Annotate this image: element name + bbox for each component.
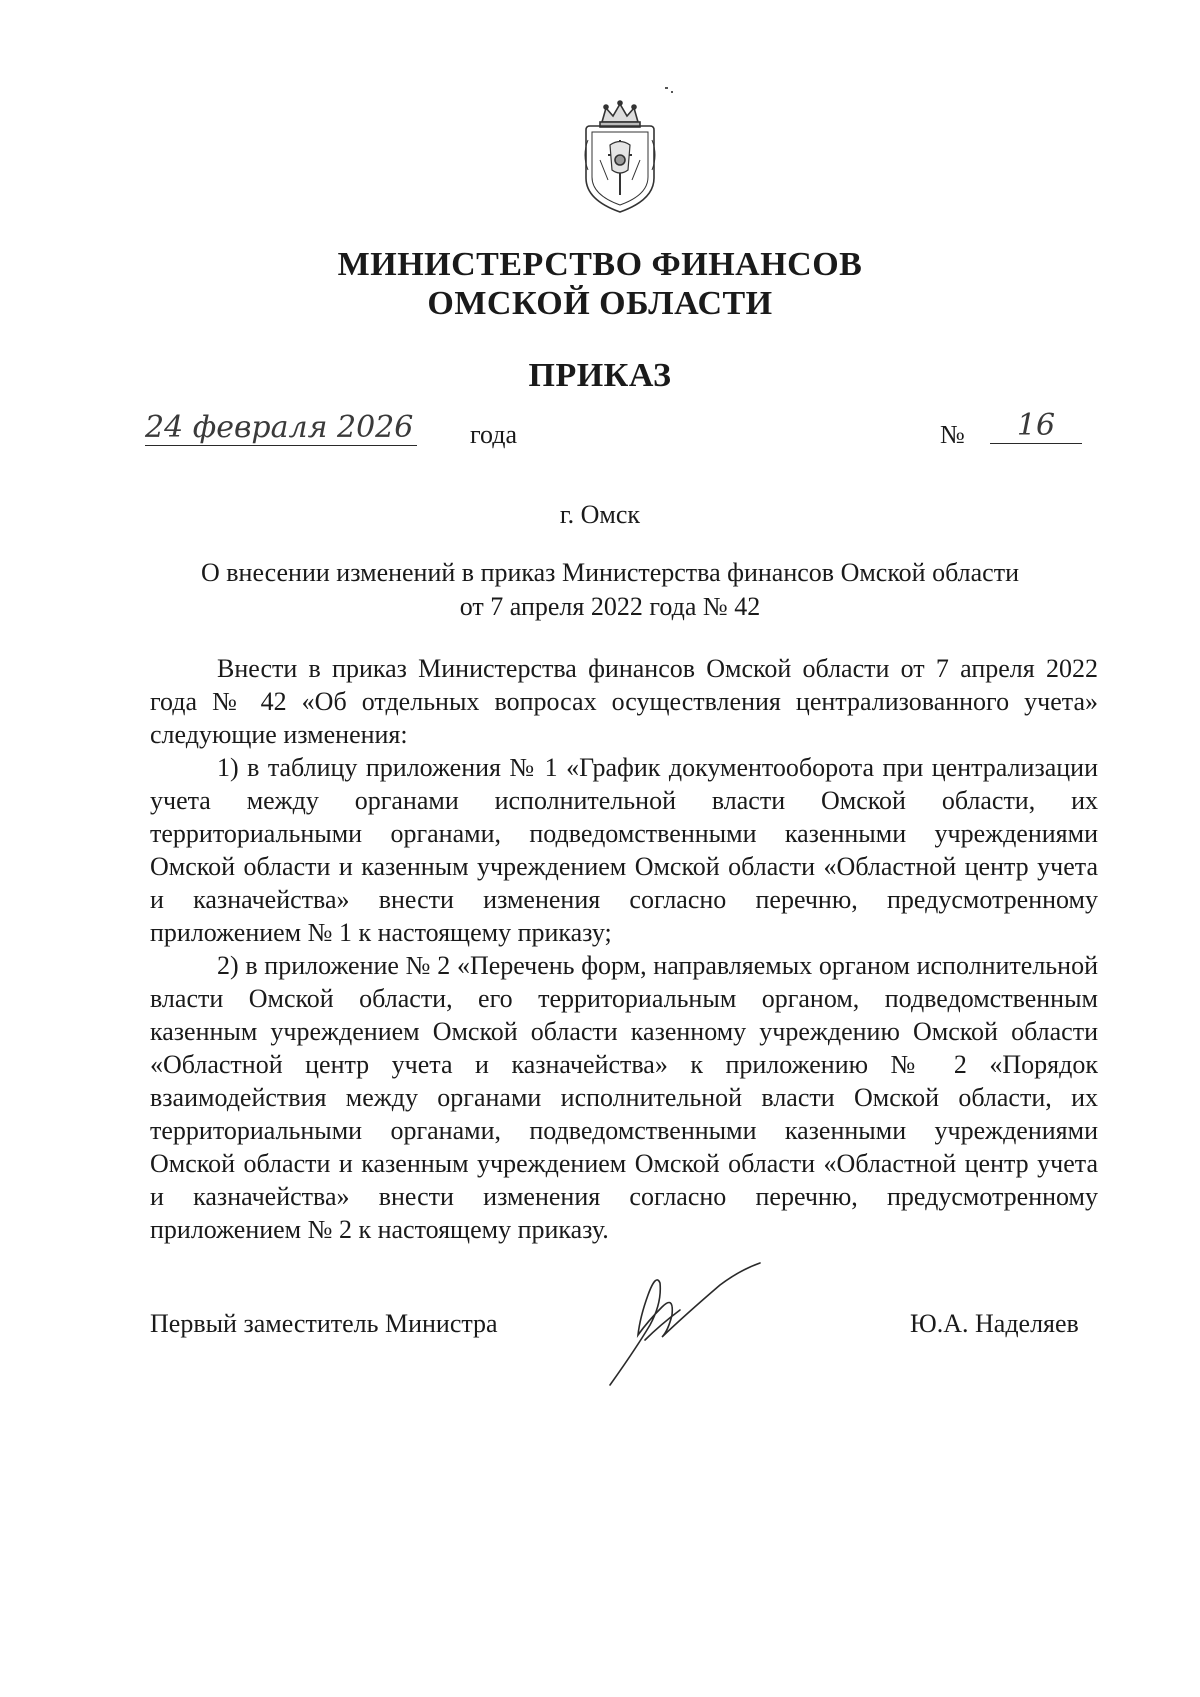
city: г. Омск <box>559 500 641 529</box>
document-type: ПРИКАЗ <box>528 357 672 394</box>
subject-line2: от 7 апреля 2022 года № 42 <box>459 592 761 621</box>
subject-line1: О внесении изменений в приказ Министерства финансов Омской области <box>201 558 1019 587</box>
handwritten-signature-icon <box>590 1255 770 1390</box>
coat-of-arms-icon <box>580 100 660 215</box>
document-subject <box>160 556 1060 624</box>
number-label: № <box>940 420 965 449</box>
scan-speck <box>671 91 673 93</box>
org-name-line2: ОМСКОЙ ОБЛАСТИ <box>427 285 773 322</box>
signatory-name: Ю.А. Наделяев <box>910 1309 1079 1338</box>
document-body <box>150 652 1098 1246</box>
body-intro: Внести в приказ Министерства финансов Омской области от 7 апреля 2022 года № 42 «Об отдельных вопросах осуществления централизованного учета» следующие изменения: <box>150 654 1098 749</box>
handwritten-date: 24 февраля 2026 <box>145 410 417 446</box>
handwritten-number: 16 <box>990 408 1082 444</box>
year-word: года <box>470 420 518 449</box>
signatory-role: Первый заместитель Министра <box>150 1309 498 1338</box>
body-item-1: 1) в таблицу приложения № 1 «График документооборота при централизации учета между органами исполнительной власти Омской области, их территориальными органами, подведомственными казенными учреждениями Омской области и казенным учреждением Омской области «Областной центр учета и казначейства» внести изменения согласно перечню, предусмотренному приложением № 1 к настоящему приказу; <box>150 753 1098 947</box>
body-item-2: 2) в приложение № 2 «Перечень форм, направляемых органом исполнительной власти Омской области, его территориальным органом, подведомственным казенным учреждением Омской области казенному учреждению Омской области «Областной центр учета и казначейства» к приложению № 2 «Порядок взаимодействия между органами исполнительной власти Омской области, их территориальными органами, подведомственными казенными учреждениями Омской области и казенным учреждением Омской области «Областной центр учета и казначейства» внести изменения согласно перечню, предусмотренному приложением № 2 к настоящему приказу. <box>150 951 1098 1244</box>
scan-speck <box>665 87 668 89</box>
org-name-line1: МИНИСТЕРСТВО ФИНАНСОВ <box>337 246 863 283</box>
